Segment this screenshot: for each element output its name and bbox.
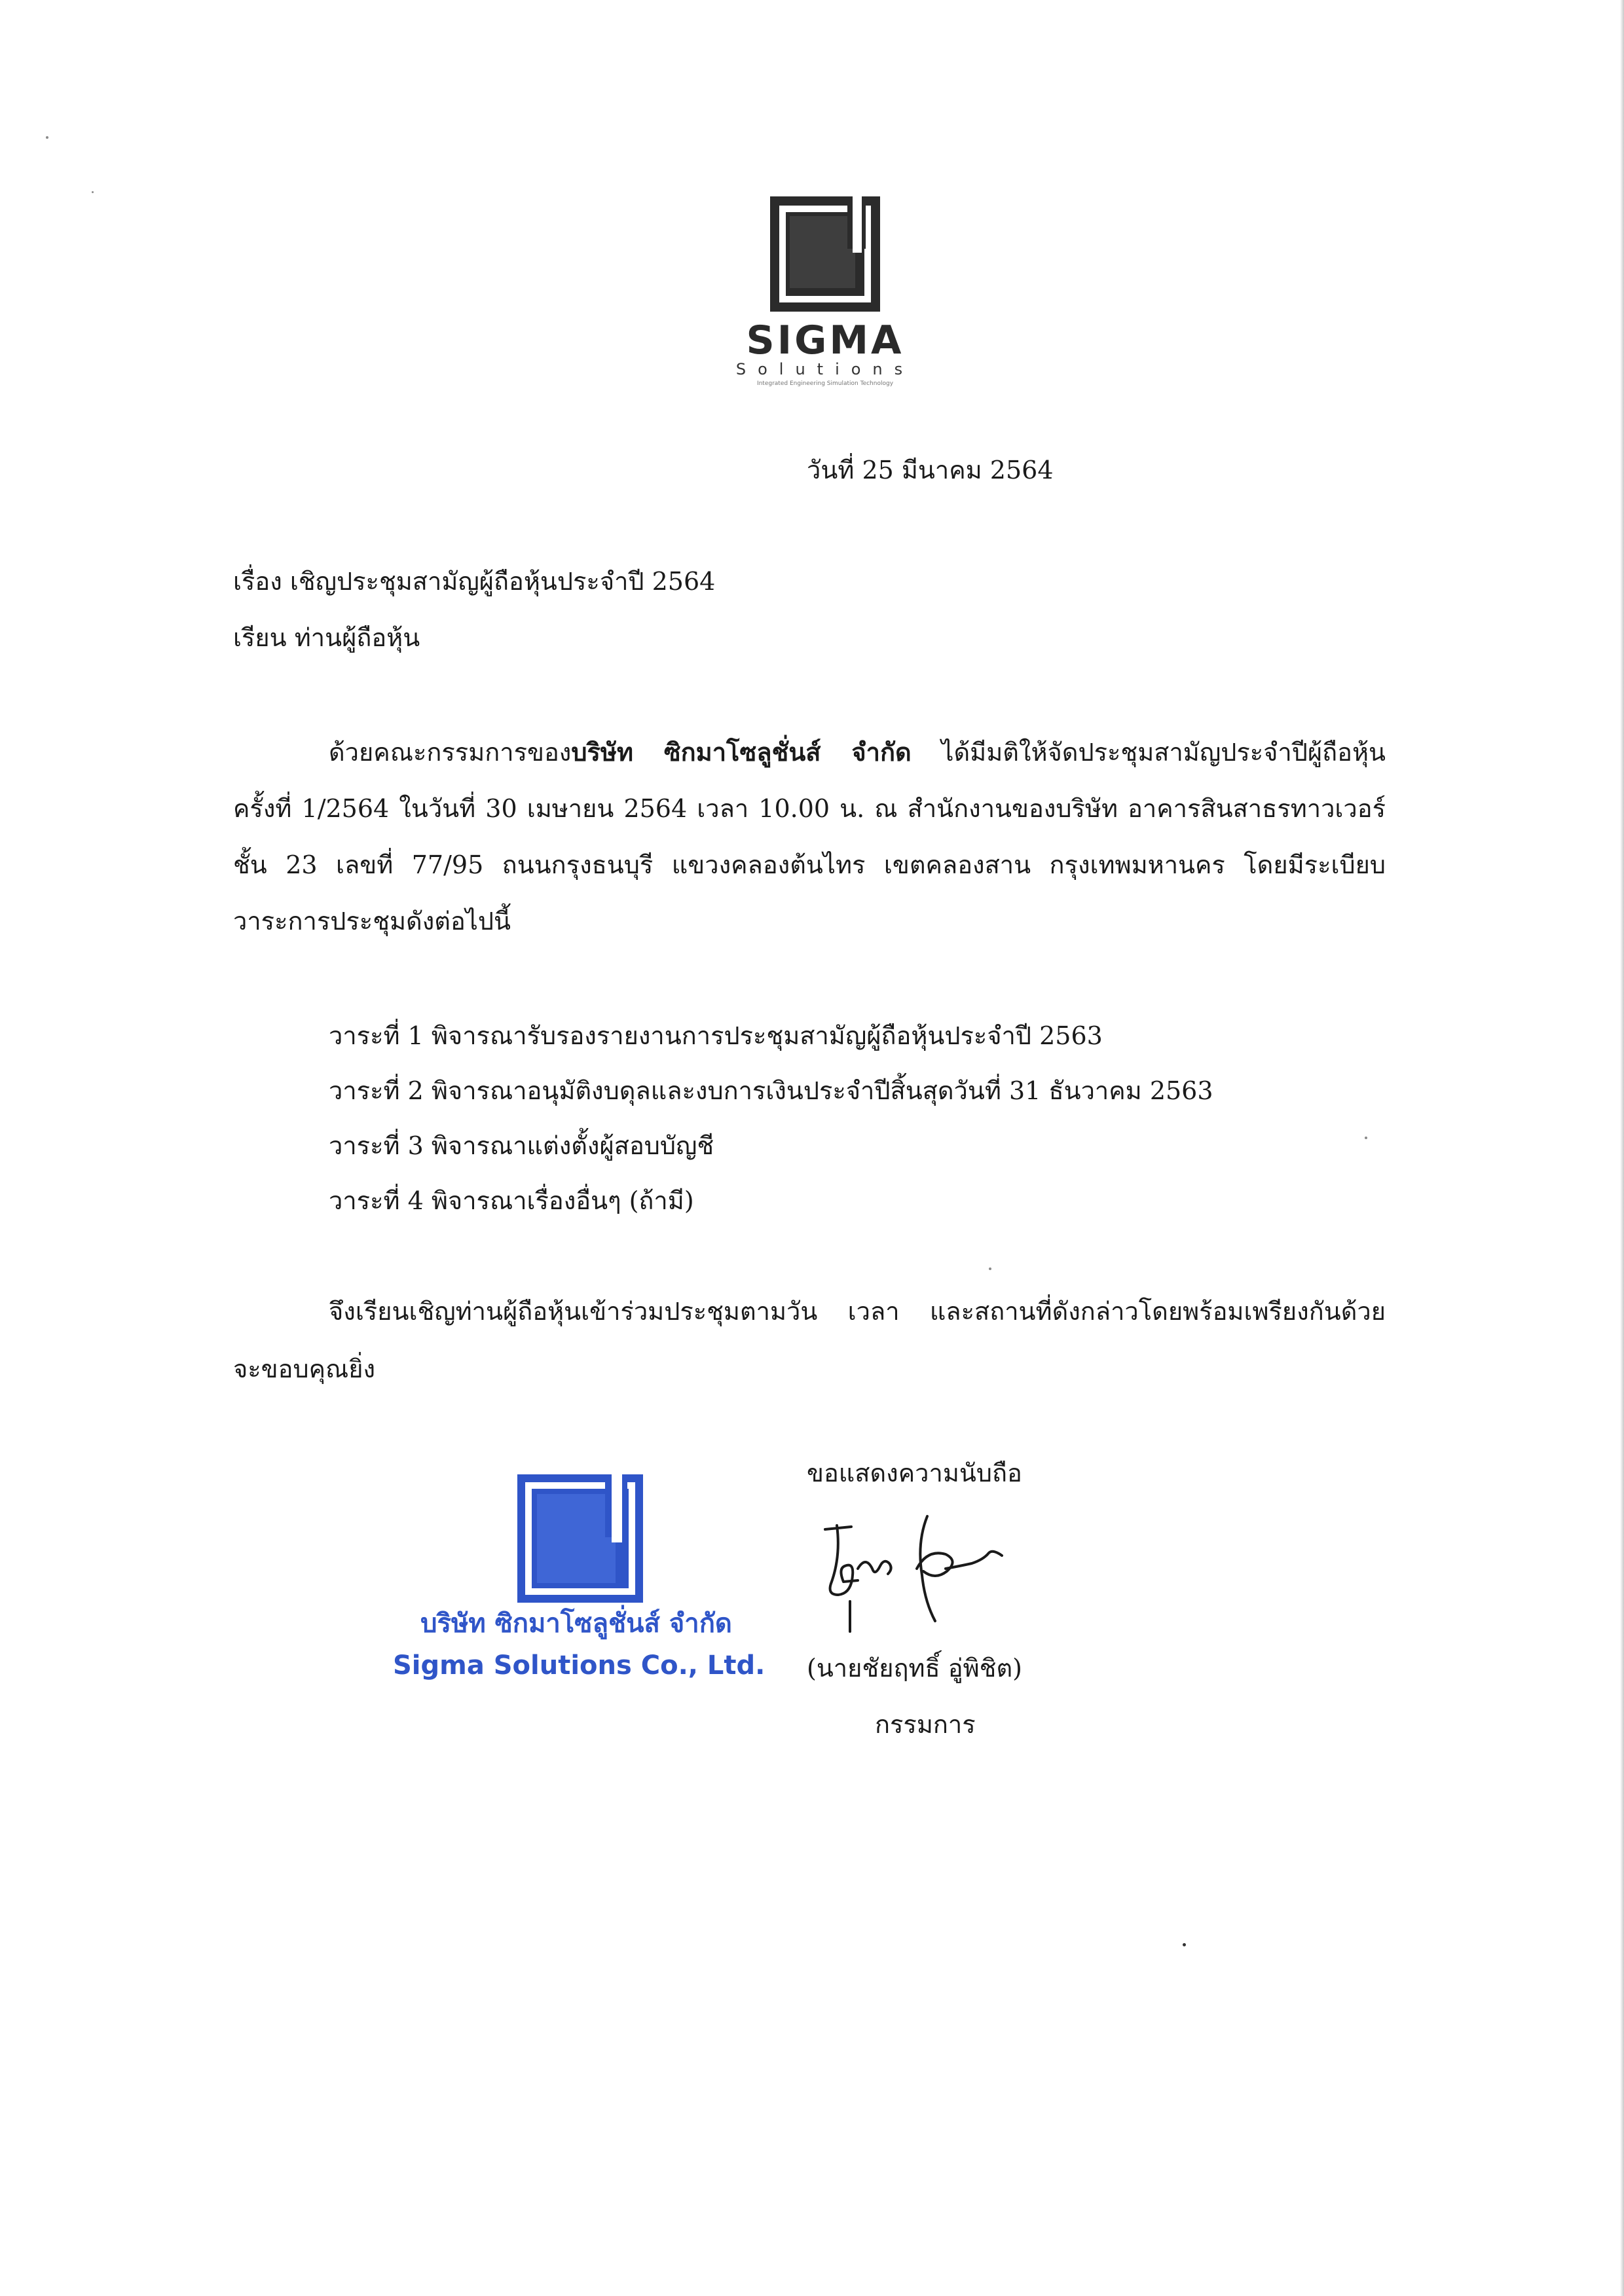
intro-text: ได้มีมติให้จัดประชุมสามัญประจำปีผู้ถือหุ้น bbox=[911, 738, 1386, 767]
closing-regards: ขอแสดงความนับถือ bbox=[807, 1459, 1022, 1487]
agenda-list bbox=[329, 1008, 1213, 1228]
signatory-title: กรรมการ bbox=[875, 1710, 976, 1739]
logo-wordmark: SIGMA bbox=[746, 318, 904, 363]
company-name-bold: บริษัท ซิกมาโซลูชั่นส์ จำกัด bbox=[571, 737, 912, 767]
scan-speck bbox=[46, 136, 48, 139]
header-logo bbox=[727, 196, 923, 393]
intro-line: วาระการประชุมดังต่อไปนี้ bbox=[233, 907, 511, 936]
intro-text: ด้วยคณะกรรมการของ bbox=[329, 738, 572, 767]
scan-speck bbox=[989, 1267, 991, 1270]
signatory-name: (นายชัยฤทธิ์ อู่พิชิต) bbox=[807, 1654, 1022, 1683]
scan-speck bbox=[1365, 1137, 1367, 1139]
intro-line: ครั้งที่ 1/2564 ในวันที่ 30 เมษายน 2564 เวลา 10.00 น. ณ สำนักงานของบริษัท อาคารสินสาธรทาวเวอร์ bbox=[233, 794, 1386, 823]
intro-line: ชั้น 23 เลขที่ 77/95 ถนนกรุงธนบุรี แขวงคลองต้นไทร เขตคลองสาน กรุงเทพมหานคร โดยมีระเบียบ bbox=[233, 850, 1386, 879]
logo-subtitle: Solutions bbox=[735, 360, 915, 378]
closing-line: จึงเรียนเชิญท่านผู้ถือหุ้นเข้าร่วมประชุมตามวัน เวลา และสถานที่ดังกล่าวโดยพร้อมเพรียงกันด้วย bbox=[329, 1297, 1386, 1326]
agenda-item: วาระที่ 3 พิจารณาแต่งตั้งผู้สอบบัญชี bbox=[329, 1131, 714, 1160]
letter-subject: เรื่อง เชิญประชุมสามัญผู้ถือหุ้นประจำปี 2564 bbox=[233, 567, 716, 596]
agenda-item: วาระที่ 2 พิจารณาอนุมัติงบดุลและงบการเงินประจำปีสิ้นสุดวันที่ 31 ธันวาคม 2563 bbox=[329, 1076, 1213, 1105]
intro-line bbox=[233, 724, 1386, 780]
closing-line: จะขอบคุณยิ่ง bbox=[233, 1355, 376, 1383]
agenda-item: วาระที่ 4 พิจารณาเรื่องอื่นๆ (ถ้ามี) bbox=[329, 1186, 694, 1215]
sigma-logo-icon bbox=[770, 196, 880, 312]
scan-speck bbox=[92, 191, 94, 193]
logo-tagline: Integrated Engineering Simulation Technology bbox=[756, 380, 894, 387]
stamp-company-english: Sigma Solutions Co., Ltd. bbox=[393, 1650, 766, 1681]
scan-speck bbox=[1183, 1943, 1186, 1946]
agenda-item: วาระที่ 1 พิจารณารับรองรายงานการประชุมสามัญผู้ถือหุ้นประจำปี 2563 bbox=[329, 1021, 1103, 1050]
company-stamp-logo-icon bbox=[517, 1474, 643, 1603]
closing-paragraph bbox=[233, 1283, 1386, 1398]
intro-paragraph bbox=[233, 724, 1386, 949]
scan-edge-shadow bbox=[1620, 0, 1624, 2296]
handwritten-signature bbox=[812, 1503, 1035, 1641]
letter-recipient: เรียน ท่านผู้ถือหุ้น bbox=[233, 623, 420, 652]
stamp-company-thai: บริษัท ซิกมาโซลูชั่นส์ จำกัด bbox=[420, 1609, 732, 1639]
letter-date: วันที่ 25 มีนาคม 2564 bbox=[807, 456, 1054, 484]
